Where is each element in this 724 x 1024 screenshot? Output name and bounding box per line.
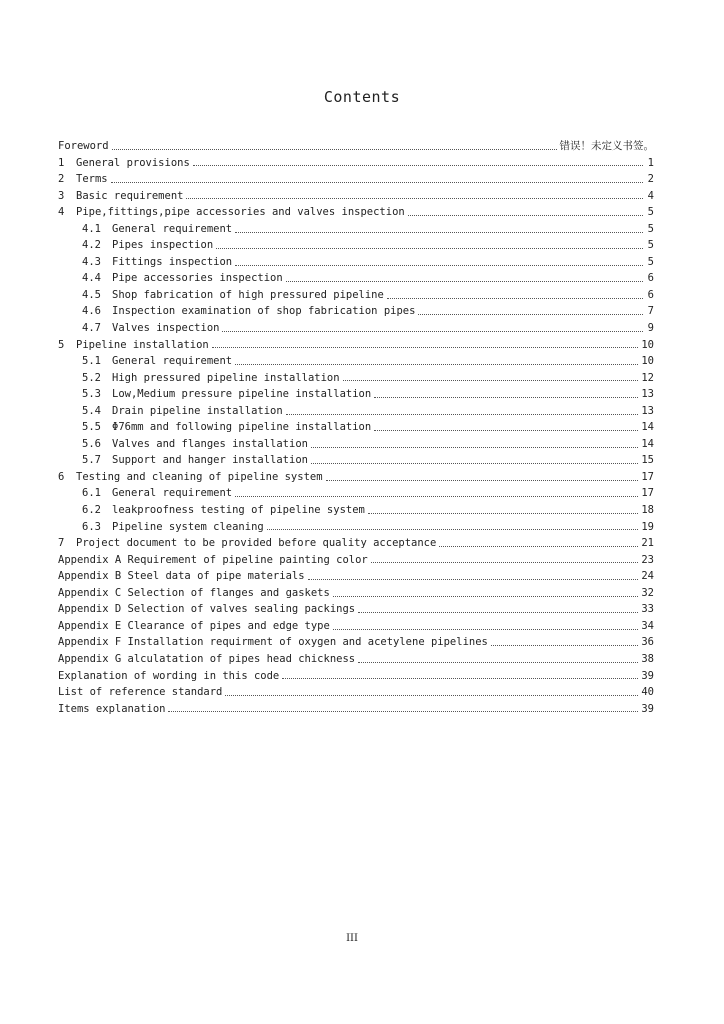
- toc-entry[interactable]: [58, 370, 654, 387]
- toc-entry[interactable]: [58, 221, 654, 238]
- toc-entry-number: 4.5: [82, 288, 101, 301]
- toc-entry-number: 5.5: [82, 421, 101, 434]
- toc-entry-page: 40: [641, 686, 654, 699]
- toc-entry-page: 5: [647, 255, 654, 268]
- dot-leader: [358, 662, 638, 663]
- dot-leader: [491, 645, 638, 646]
- toc-entry[interactable]: [58, 585, 654, 602]
- toc-entry-label: General requirement: [112, 487, 233, 500]
- toc-entry[interactable]: [58, 568, 654, 585]
- toc-entry-label: Project document to be provided before quality acceptance: [76, 537, 437, 550]
- toc-entry-page: 14: [641, 437, 654, 450]
- dot-leader: [333, 629, 639, 630]
- dot-leader: [374, 430, 638, 431]
- toc-entry-number: 4: [58, 206, 65, 219]
- toc-entry[interactable]: [58, 634, 654, 651]
- toc-entry-page: 39: [641, 702, 654, 715]
- toc-entry[interactable]: [58, 552, 654, 569]
- dot-leader: [235, 265, 643, 266]
- toc-entry-page: 5: [647, 239, 654, 252]
- toc-entry-page: 15: [641, 454, 654, 467]
- toc-entry-label: Valves and flanges installation: [112, 437, 308, 450]
- toc-entry-page: 10: [641, 338, 654, 351]
- toc-entry-page: 6: [647, 288, 654, 301]
- toc-entry[interactable]: [58, 668, 654, 685]
- dot-leader: [333, 596, 639, 597]
- toc-entry-label: Basic requirement: [76, 189, 184, 202]
- toc-entry-page: 34: [641, 619, 654, 632]
- page-title: Contents: [323, 88, 401, 106]
- dot-leader: [418, 314, 643, 315]
- dot-leader: [387, 298, 643, 299]
- toc-entry-label: Terms: [76, 173, 108, 186]
- toc-entry[interactable]: [58, 469, 654, 486]
- toc-entry-page: 6: [647, 272, 654, 285]
- toc-entry-label: Low,Medium pressure pipeline installation: [112, 388, 372, 401]
- toc-entry-number: 4.6: [82, 305, 101, 318]
- toc-entry[interactable]: [58, 419, 654, 436]
- page-number: III: [346, 933, 358, 944]
- dot-leader: [326, 480, 639, 481]
- dot-leader: [186, 198, 643, 199]
- toc-entry-number: 4.7: [82, 322, 101, 335]
- toc-entry-label: leakproofness testing of pipeline system: [112, 504, 365, 517]
- dot-leader: [374, 397, 638, 398]
- toc-entry-label: Fittings inspection: [112, 255, 233, 268]
- toc-entry-label: Appendix C Selection of flanges and gaskets: [58, 586, 330, 599]
- toc-entry-label: Foreword: [58, 140, 109, 152]
- toc-entry[interactable]: [58, 287, 654, 304]
- dot-leader: [371, 562, 639, 563]
- toc-entry-number: 6.2: [82, 504, 101, 517]
- toc-entry-number: 3: [58, 189, 65, 202]
- toc-entry-page: 10: [641, 355, 654, 368]
- toc-entry-label: Φ76mm and following pipeline installation: [112, 421, 372, 434]
- toc-entry-page: 5: [647, 206, 654, 219]
- toc-entry[interactable]: [58, 237, 654, 254]
- toc-entry[interactable]: [58, 452, 654, 469]
- toc-entry-page: 17: [641, 470, 654, 483]
- dot-leader: [368, 513, 638, 514]
- dot-leader: [343, 380, 639, 381]
- toc-entry-page: 9: [647, 322, 654, 335]
- toc-entry-label: Appendix A Requirement of pipeline painting color: [58, 553, 368, 566]
- toc-entry-label: Items explanation: [58, 702, 166, 715]
- toc-entry[interactable]: [58, 485, 654, 502]
- toc-entry-label: Valves inspection: [112, 322, 220, 335]
- toc-entry-page: 23: [641, 553, 654, 566]
- dot-leader: [286, 281, 643, 282]
- toc-entry-page: 36: [641, 636, 654, 649]
- toc-entry-label: List of reference standard: [58, 686, 223, 699]
- toc-entry-page: 13: [641, 404, 654, 417]
- toc-entry-page: 18: [641, 504, 654, 517]
- toc-entry-number: 2: [58, 173, 65, 186]
- toc-entry[interactable]: [58, 155, 654, 172]
- toc-entry-number: 5: [58, 338, 65, 351]
- toc-entry[interactable]: [58, 386, 654, 403]
- toc-entry-number: 5.4: [82, 404, 101, 417]
- toc-entry-label: Appendix B Steel data of pipe materials: [58, 570, 305, 583]
- toc-entry-number: 5.6: [82, 437, 101, 450]
- toc-entry-page: 38: [641, 652, 654, 665]
- table-of-contents: [58, 138, 654, 717]
- toc-entry-number: 4.3: [82, 255, 101, 268]
- toc-entry-label: Appendix F Installation requirment of oxygen and acetylene pipelines: [58, 636, 488, 649]
- dot-leader: [311, 463, 638, 464]
- dot-leader: [439, 546, 638, 547]
- toc-entry-number: 5.2: [82, 371, 101, 384]
- toc-entry-page: 1: [647, 156, 654, 169]
- toc-entry-label: Pipeline system cleaning: [112, 520, 264, 533]
- dot-leader: [212, 347, 639, 348]
- toc-entry-label: General requirement: [112, 222, 233, 235]
- toc-entry-number: 7: [58, 537, 65, 550]
- toc-entry-page: 12: [641, 371, 654, 384]
- dot-leader: [358, 612, 638, 613]
- toc-entry-number: 6: [58, 470, 65, 483]
- toc-entry[interactable]: [58, 320, 654, 337]
- toc-entry[interactable]: [58, 701, 654, 718]
- toc-entry-number: 5.3: [82, 388, 101, 401]
- dot-leader: [311, 447, 638, 448]
- toc-entry-label: General requirement: [112, 355, 233, 368]
- dot-leader: [216, 248, 643, 249]
- toc-entry-page: 7: [647, 305, 654, 318]
- toc-entry-label: Inspection examination of shop fabrication pipes: [112, 305, 416, 318]
- toc-entry-page: 5: [647, 222, 654, 235]
- dot-leader: [225, 695, 638, 696]
- dot-leader: [235, 496, 638, 497]
- toc-entry-number: 4.1: [82, 222, 101, 235]
- toc-entry-page: 33: [641, 603, 654, 616]
- toc-entry[interactable]: [58, 204, 654, 221]
- toc-entry[interactable]: [58, 403, 654, 420]
- toc-entry-label: Pipeline installation: [76, 338, 209, 351]
- toc-entry-page: 24: [641, 570, 654, 583]
- toc-entry[interactable]: [58, 270, 654, 287]
- toc-entry-page: 21: [641, 537, 654, 550]
- toc-entry-label: Pipe accessories inspection: [112, 272, 283, 285]
- toc-entry[interactable]: [58, 171, 654, 188]
- toc-entry-label: General provisions: [76, 156, 190, 169]
- toc-entry-page: 13: [641, 388, 654, 401]
- dot-leader: [408, 215, 643, 216]
- toc-entry[interactable]: [58, 303, 654, 320]
- toc-entry[interactable]: [58, 436, 654, 453]
- toc-entry-page: 4: [647, 189, 654, 202]
- dot-leader: [308, 579, 639, 580]
- toc-entry-page: 39: [641, 669, 654, 682]
- toc-entry-number: 1: [58, 156, 65, 169]
- toc-entry-label: Appendix D Selection of valves sealing packings: [58, 603, 356, 616]
- dot-leader: [193, 165, 643, 166]
- toc-entry-page: 14: [641, 421, 654, 434]
- toc-entry[interactable]: [58, 138, 654, 155]
- dot-leader: [235, 364, 638, 365]
- dot-leader: [235, 232, 643, 233]
- dot-leader: [168, 711, 638, 712]
- toc-entry[interactable]: [58, 254, 654, 271]
- toc-entry[interactable]: [58, 651, 654, 668]
- toc-entry[interactable]: [58, 618, 654, 635]
- toc-entry-label: Pipe,fittings,pipe accessories and valves inspection: [76, 206, 405, 219]
- toc-entry-label: Appendix E Clearance of pipes and edge type: [58, 619, 330, 632]
- toc-entry-number: 4.4: [82, 272, 101, 285]
- dot-leader: [222, 331, 643, 332]
- dot-leader: [267, 529, 639, 530]
- toc-entry-page: 2: [647, 173, 654, 186]
- toc-entry-page: 19: [641, 520, 654, 533]
- toc-entry-page: 错误！未定义书签。: [559, 140, 654, 152]
- dot-leader: [112, 149, 557, 150]
- toc-entry-label: Explanation of wording in this code: [58, 669, 280, 682]
- toc-entry[interactable]: [58, 337, 654, 354]
- toc-entry[interactable]: [58, 601, 654, 618]
- toc-entry-number: 5.1: [82, 355, 101, 368]
- toc-entry-label: Shop fabrication of high pressured pipeline: [112, 288, 384, 301]
- toc-entry-label: Appendix G alculatation of pipes head chickness: [58, 652, 356, 665]
- toc-entry[interactable]: [58, 535, 654, 552]
- dot-leader: [111, 182, 643, 183]
- toc-entry-number: 6.3: [82, 520, 101, 533]
- toc-entry-label: Support and hanger installation: [112, 454, 308, 467]
- toc-entry-label: Testing and cleaning of pipeline system: [76, 470, 323, 483]
- toc-entry-label: Pipes inspection: [112, 239, 214, 252]
- toc-entry[interactable]: [58, 188, 654, 205]
- dot-leader: [286, 414, 639, 415]
- toc-entry-number: 5.7: [82, 454, 101, 467]
- toc-entry[interactable]: [58, 502, 654, 519]
- toc-entry-page: 17: [641, 487, 654, 500]
- toc-entry-label: Drain pipeline installation: [112, 404, 283, 417]
- toc-entry-number: 4.2: [82, 239, 101, 252]
- toc-entry[interactable]: [58, 684, 654, 701]
- toc-entry-page: 32: [641, 586, 654, 599]
- dot-leader: [282, 678, 638, 679]
- toc-entry-number: 6.1: [82, 487, 101, 500]
- toc-entry[interactable]: [58, 353, 654, 370]
- toc-entry-label: High pressured pipeline installation: [112, 371, 340, 384]
- toc-entry[interactable]: [58, 519, 654, 536]
